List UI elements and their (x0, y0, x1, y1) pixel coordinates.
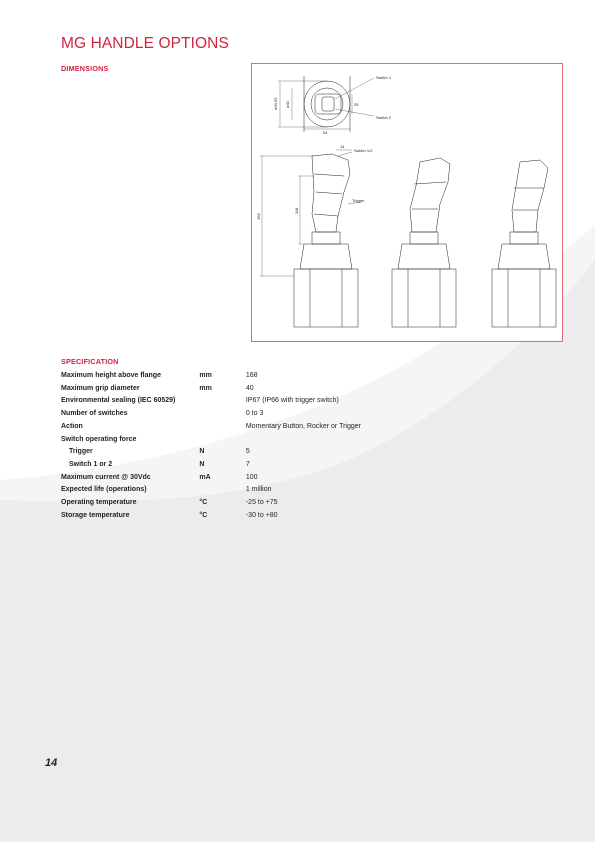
spec-row (61, 497, 361, 510)
spec-unit: °C (199, 499, 208, 507)
label-trigger: Trigger (352, 198, 365, 203)
spec-label: Action (61, 422, 83, 430)
technical-drawing (252, 64, 564, 343)
spec-unit: mm (199, 372, 212, 379)
spec-value: 1 million (245, 486, 272, 494)
spec-label: Storage temperature (61, 511, 130, 519)
spec-unit: °C (199, 511, 208, 519)
spec-value: -25 to +75 (245, 499, 278, 507)
spec-label: Trigger (69, 448, 93, 456)
label-switch-1: Switch 1 (376, 75, 392, 80)
page-number: 14 (45, 757, 58, 769)
spec-row (61, 510, 361, 523)
spec-value: 5 (245, 448, 250, 456)
spec-row (61, 459, 361, 472)
label-switch-2: Switch 2 (376, 115, 392, 120)
spec-label: Switch operating force (61, 435, 137, 443)
spec-unit (199, 395, 245, 408)
spec-row (61, 434, 361, 447)
spec-value: 7 (245, 460, 250, 468)
spec-row (61, 421, 361, 434)
spec-unit: N (199, 460, 205, 468)
dim-168: 168 (256, 213, 261, 220)
spec-value: Momentary Button, Rocker or Trigger (245, 422, 361, 430)
spec-label: Expected life (operations) (61, 486, 147, 494)
spec-label: Operating temperature (61, 499, 137, 507)
handle-side-view-2 (392, 158, 456, 327)
dimensions-drawing (251, 63, 563, 342)
spec-value: -30 to +80 (245, 511, 278, 519)
spec-row (61, 408, 361, 421)
spec-label: Number of switches (61, 410, 128, 418)
handle-side-view-3 (492, 160, 556, 327)
spec-value: 168 (245, 372, 258, 379)
spec-unit: mA (199, 473, 211, 481)
dim-inner-diameter: ø40 (285, 101, 290, 108)
spec-row (61, 395, 361, 408)
spec-value: 0 to 3 (245, 410, 264, 418)
specification-heading: SPECIFICATION (61, 357, 119, 366)
spec-value: IP67 (IP66 with trigger switch) (245, 397, 339, 405)
spec-label: Maximum grip diameter (61, 384, 140, 392)
spec-row (61, 472, 361, 485)
spec-label: Environmental sealing (IEC 60529) (61, 397, 176, 405)
spec-label: Switch 1 or 2 (69, 460, 113, 468)
spec-unit: mm (199, 384, 212, 392)
spec-unit (199, 434, 245, 447)
dim-14: 14 (340, 144, 345, 149)
spec-value: 40 (245, 384, 254, 392)
spec-row (61, 484, 361, 497)
handle-top-view (278, 76, 374, 132)
dim-54: 54 (323, 130, 328, 135)
spec-unit: N (199, 448, 205, 456)
spec-label: Maximum current @ 30Vdc (61, 473, 151, 481)
dim-118: 118 (294, 207, 299, 214)
spec-row (61, 370, 361, 383)
label-switch-1-2: Switch 1/2 (354, 148, 373, 153)
spec-value: 100 (245, 473, 258, 481)
spec-row (61, 383, 361, 396)
spec-unit (199, 408, 245, 421)
handle-side-view-dimensioned (260, 150, 360, 327)
spec-value (246, 434, 361, 447)
dim-25: 25 (354, 102, 359, 107)
specification-table (61, 370, 361, 522)
page-title: MG HANDLE OPTIONS (61, 35, 229, 52)
spec-unit (199, 421, 245, 434)
dim-outer-diameter: ø63,55 (273, 97, 278, 110)
spec-row (61, 446, 361, 459)
spec-unit (199, 484, 245, 497)
dimensions-heading: DIMENSIONS (61, 64, 109, 73)
spec-label: Maximum height above flange (61, 372, 161, 379)
